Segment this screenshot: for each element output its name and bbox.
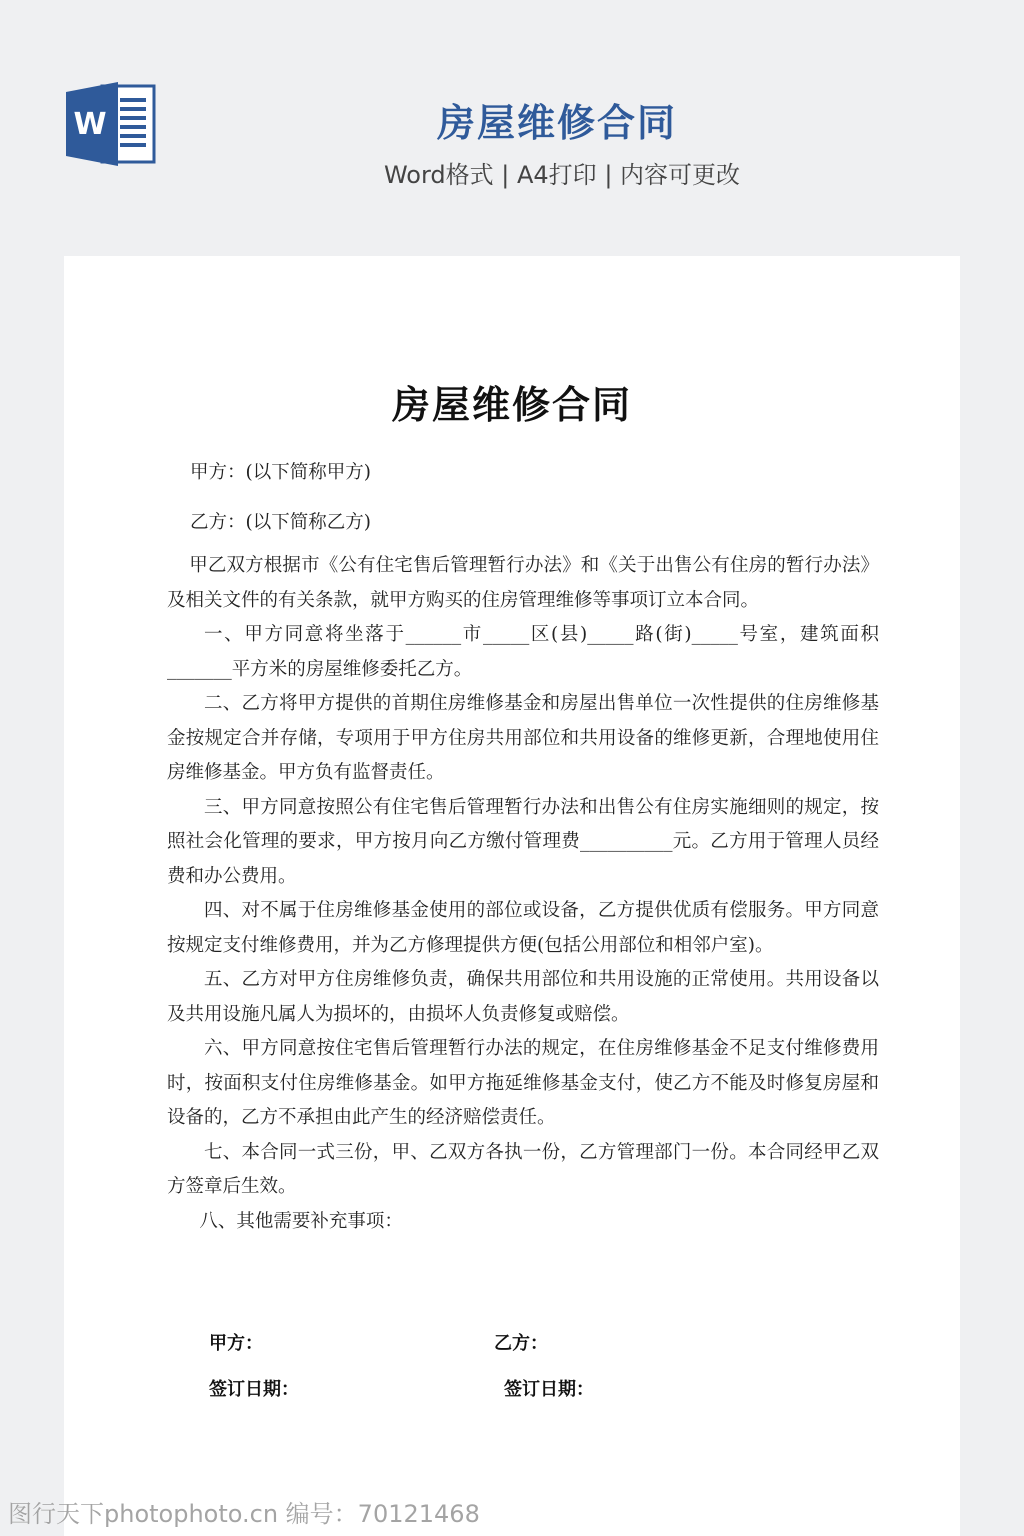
clause-2: 二、乙方将甲方提供的首期住房维修基金和房屋出售单位一次性提供的住房维修基金按规定合并存储，专项用于甲方住房共用部位和共用设备的维修更新，合理地使用住房维修基金。甲方负有监督责任。 [167, 693, 879, 783]
clause-3: 三、甲方同意按照公有住宅售后管理暂行办法和出售公有住房实施细则的规定，按照社会化管理的要求，甲方按月向乙方缴付管理费__________元。乙方用于管理人员经费和办公费用。 [167, 796, 879, 887]
signature-party-a: 甲方： [209, 1333, 263, 1354]
clause-1: 一、甲方同意将坐落于______市_____区(县)_____路(街)_____号室，建筑面积_______平方米的房屋维修委托乙方。 [167, 624, 879, 680]
clause-6: 六、甲方同意按住宅售后管理暂行办法的规定，在住房维修基金不足支付维修费用时，按面积支付住房维修基金。如甲方拖延维修基金支付，使乙方不能及时修复房屋和设备的，乙方不承担由此产生的经济赔偿责任。 [167, 1038, 879, 1128]
header-subtitle: Word格式 | A4打印 | 内容可更改 [383, 161, 741, 189]
clause-8: 八、其他需要补充事项： [199, 1210, 403, 1232]
contract-body [167, 549, 879, 1239]
paragraph-intro: 甲乙双方根据市《公有住宅售后管理暂行办法》和《关于出售公有住房的暂行办法》及相关文件的有关条款，就甲方购买的住房管理维修等事项订立本合同。 [167, 555, 879, 611]
header [0, 0, 1024, 256]
header-title: 房屋维修合同 [436, 101, 677, 145]
clause-4: 四、对不属于住房维修基金使用的部位或设备，乙方提供优质有偿服务。甲方同意按规定支付维修费用，并为乙方修理提供方便(包括公用部位和相邻户室)。 [167, 900, 879, 956]
logo-letter: W [73, 107, 107, 142]
watermark: 图行天下photophoto.cn 编号：70121468 [8, 1500, 480, 1528]
signing-date-b: 签订日期： [504, 1379, 594, 1400]
document-page [64, 256, 960, 1536]
clause-7: 七、本合同一式三份，甲、乙双方各执一份，乙方管理部门一份。本合同经甲乙双方签章后生效。 [167, 1141, 879, 1197]
signing-date-a: 签订日期： [209, 1379, 299, 1400]
signature-party-b: 乙方： [494, 1333, 548, 1354]
document-title: 房屋维修合同 [391, 382, 632, 427]
clause-5: 五、乙方对甲方住房维修负责，确保共用部位和共用设施的正常使用。共用设备以及共用设施凡属人为损坏的，由损坏人负责修复或赔偿。 [167, 969, 879, 1025]
party-b-line: 乙方：(以下简称乙方) [190, 512, 371, 533]
party-a-line: 甲方：(以下简称甲方) [190, 462, 371, 483]
